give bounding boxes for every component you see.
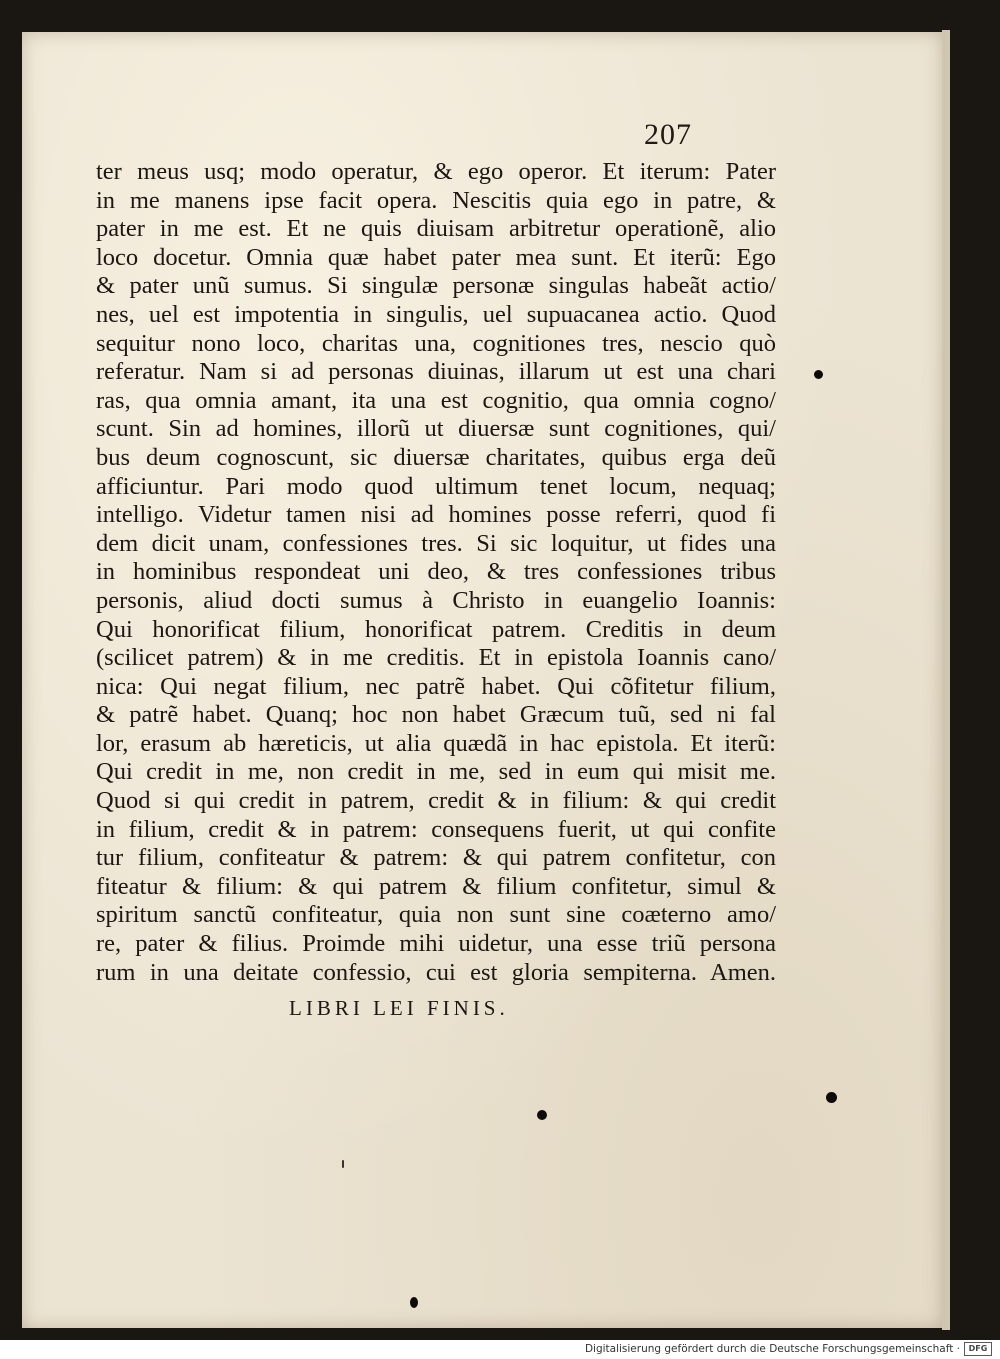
page-number: 207 (644, 118, 692, 151)
text-line: in filium, credit & in patrem: consequens fuerit, ut qui confite (96, 815, 776, 843)
text-line: Qui credit in me, non credit in me, sed in eum qui misit me. (96, 758, 776, 786)
text-line: loco docetur. Omnia quæ habet pater mea sunt. Et iterũ: Ego (96, 243, 776, 271)
text-line: (scilicet patrem) & in me creditis. Et in epistola Ioannis cano/ (96, 644, 776, 672)
text-line: intelligo. Videtur tamen nisi ad homines posse referri, quod fi (96, 501, 776, 529)
dfg-logo: DFG (964, 1342, 992, 1356)
text-line: ras, qua omnia amant, ita una est cognitio, qua omnia cogno/ (96, 386, 776, 414)
text-line: referatur. Nam si ad personas diuinas, illarum ut est una chari (96, 358, 776, 386)
text-line: Qui honorificat filium, honorificat patrem. Creditis in deum (96, 615, 776, 643)
text-line: tur filium, confiteatur & patrem: & qui patrem confitetur, con (96, 844, 776, 872)
text-line: scunt. Sin ad homines, illorũ ut diuersæ sunt cognitiones, qui/ (96, 415, 776, 443)
text-line: in me manens ipse facit opera. Nescitis quia ego in patre, & (96, 186, 776, 214)
text-line: bus deum cognoscunt, sic diuersæ charitates, quibus erga deũ (96, 443, 776, 471)
text-line: rum in una deitate confessio, cui est gloria sempiterna. Amen. (96, 958, 776, 986)
colophon: LIBRI LEI FINIS. (289, 996, 509, 1020)
text-line: re, pater & filius. Proimde mihi uidetur, una esse triũ persona (96, 930, 776, 958)
text-line: afficiuntur. Pari modo quod ultimum tenet locum, nequaq; (96, 472, 776, 500)
ink-mark (342, 1160, 344, 1168)
text-line: pater in me est. Et ne quis diuisam arbitretur operationẽ, alio (96, 215, 776, 243)
body-text (96, 158, 776, 987)
text-line: in hominibus respondeat uni deo, & tres confessiones tribus (96, 558, 776, 586)
text-line: Quod si qui credit in patrem, credit & in filium: & qui credit (96, 787, 776, 815)
text-line: spiritum sanctũ confiteatur, quia non sunt sine coæterno amo/ (96, 901, 776, 929)
digitization-credit: Digitalisierung gefördert durch die Deutsche Forschungsgemeinschaft · (584, 1343, 960, 1355)
text-line: nes, uel est impotentia in singulis, uel supuacanea actio. Quod (96, 300, 776, 328)
ink-speck (826, 1092, 837, 1103)
text-line: & pater unũ sumus. Si singulæ personæ singulas habeãt actio/ (96, 272, 776, 300)
text-line: sequitur nono loco, charitas una, cognitiones tres, nescio quò (96, 329, 776, 357)
page-edge (942, 30, 950, 1330)
text-line: ter meus usq; modo operatur, & ego operor. Et iterum: Pater (96, 158, 776, 185)
text-line: lor, erasum ab hæreticis, ut alia quædã in hac epistola. Et iterũ: (96, 729, 776, 757)
ink-speck (410, 1297, 418, 1308)
text-line: personis, aliud docti sumus à Christo in euangelio Ioannis: (96, 586, 776, 614)
text-line: & patrẽ habet. Quanq; hoc non habet Græcum tuũ, sed ni fal (96, 701, 776, 729)
text-line: nica: Qui negat filium, nec patrẽ habet. Qui cõfitetur filium, (96, 672, 776, 700)
text-line: dem dicit unam, confessiones tres. Si sic loquitur, ut fides una (96, 529, 776, 557)
ink-speck (814, 370, 823, 379)
text-line: fiteatur & filium: & qui patrem & filium confitetur, simul & (96, 872, 776, 900)
ink-speck (537, 1110, 547, 1120)
